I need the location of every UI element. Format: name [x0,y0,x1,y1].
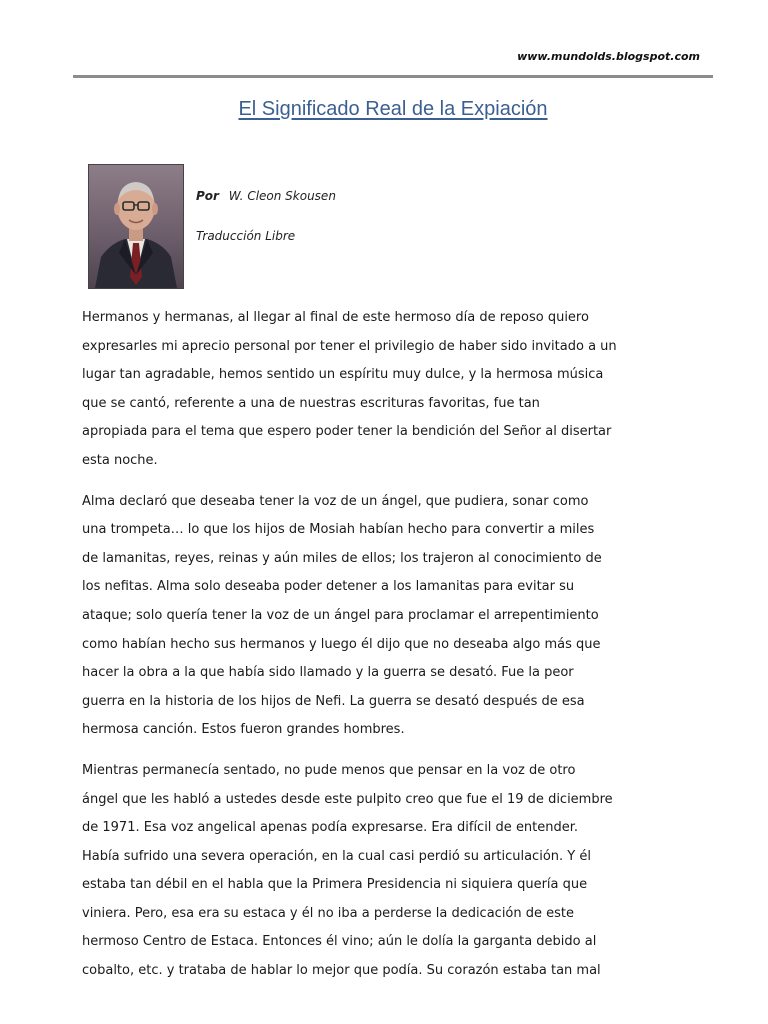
author-portrait [88,164,184,289]
paragraph-2: Alma declaró que deseaba tener la voz de un ángel, que pudiera, sonar como una trompeta… lo que los hijos de Mosiah habían hecho para convertir a miles de lamanitas, reyes, reinas y aún miles de ellos; los trajeron al conocimiento de los nefitas. Alma solo deseaba poder detener a los lamanitas para evitar su ataque; solo quería tener la voz de un ángel para proclamar el arrepentimiento como habían hecho sus hermanos y luego él dijo que no deseaba algo más que hacer la obra a la que había sido llamado y la guerra se desató. Fue la peor guerra en la historia de los hijos de Nefi. La guerra se desató después de esa hermosa canción. Estos fueron grandes hombres. [82,493,602,738]
article-body [82,304,718,998]
paragraph-1: Hermanos y hermanas, al llegar al final de este hermoso día de reposo quiero expresarles mi aprecio personal por tener el privilegio de haber sido invitado a un lugar tan agradable, hemos sentido un espíritu muy dulce, y la hermosa música que se cantó, referente a una de nuestras escrituras favoritas, fue tan apropiada para el tema que espero poder tener la bendición del Señor al disertar esta noche. [82,310,617,468]
author-line [196,189,336,203]
paragraph-3: Mientras permanecía sentado, no pude menos que pensar en la voz de otro ángel que les habló a ustedes desde este pulpito creo que fue el 19 de diciembre de 1971. Esa voz angelical apenas podía expresarse. Era difícil de entender. Había sufrido una severa operación, en la cual casi perdió su articulación. Y él estaba tan débil en el habla que la Primera Presidencia ni siquiera quería que viniera. Pero, esa era su estaca y él no iba a perderse la dedicación de este hermoso Centro de Estaca. Entonces él vino; aún le dolía la garganta debido al cobalto, etc. y trataba de hablar lo mejor que podía. Su corazón estaba tan mal [82,762,613,979]
header-url[interactable]: www.mundolds.blogspot.com [517,50,700,63]
document-title: El Significado Real de la Expiación [238,98,548,120]
by-label: Por [196,189,219,203]
translation-note: Traducción Libre [196,229,296,243]
author-portrait-image [89,165,183,288]
header-divider [73,75,713,78]
author-name: W. Cleon Skousen [228,189,336,203]
